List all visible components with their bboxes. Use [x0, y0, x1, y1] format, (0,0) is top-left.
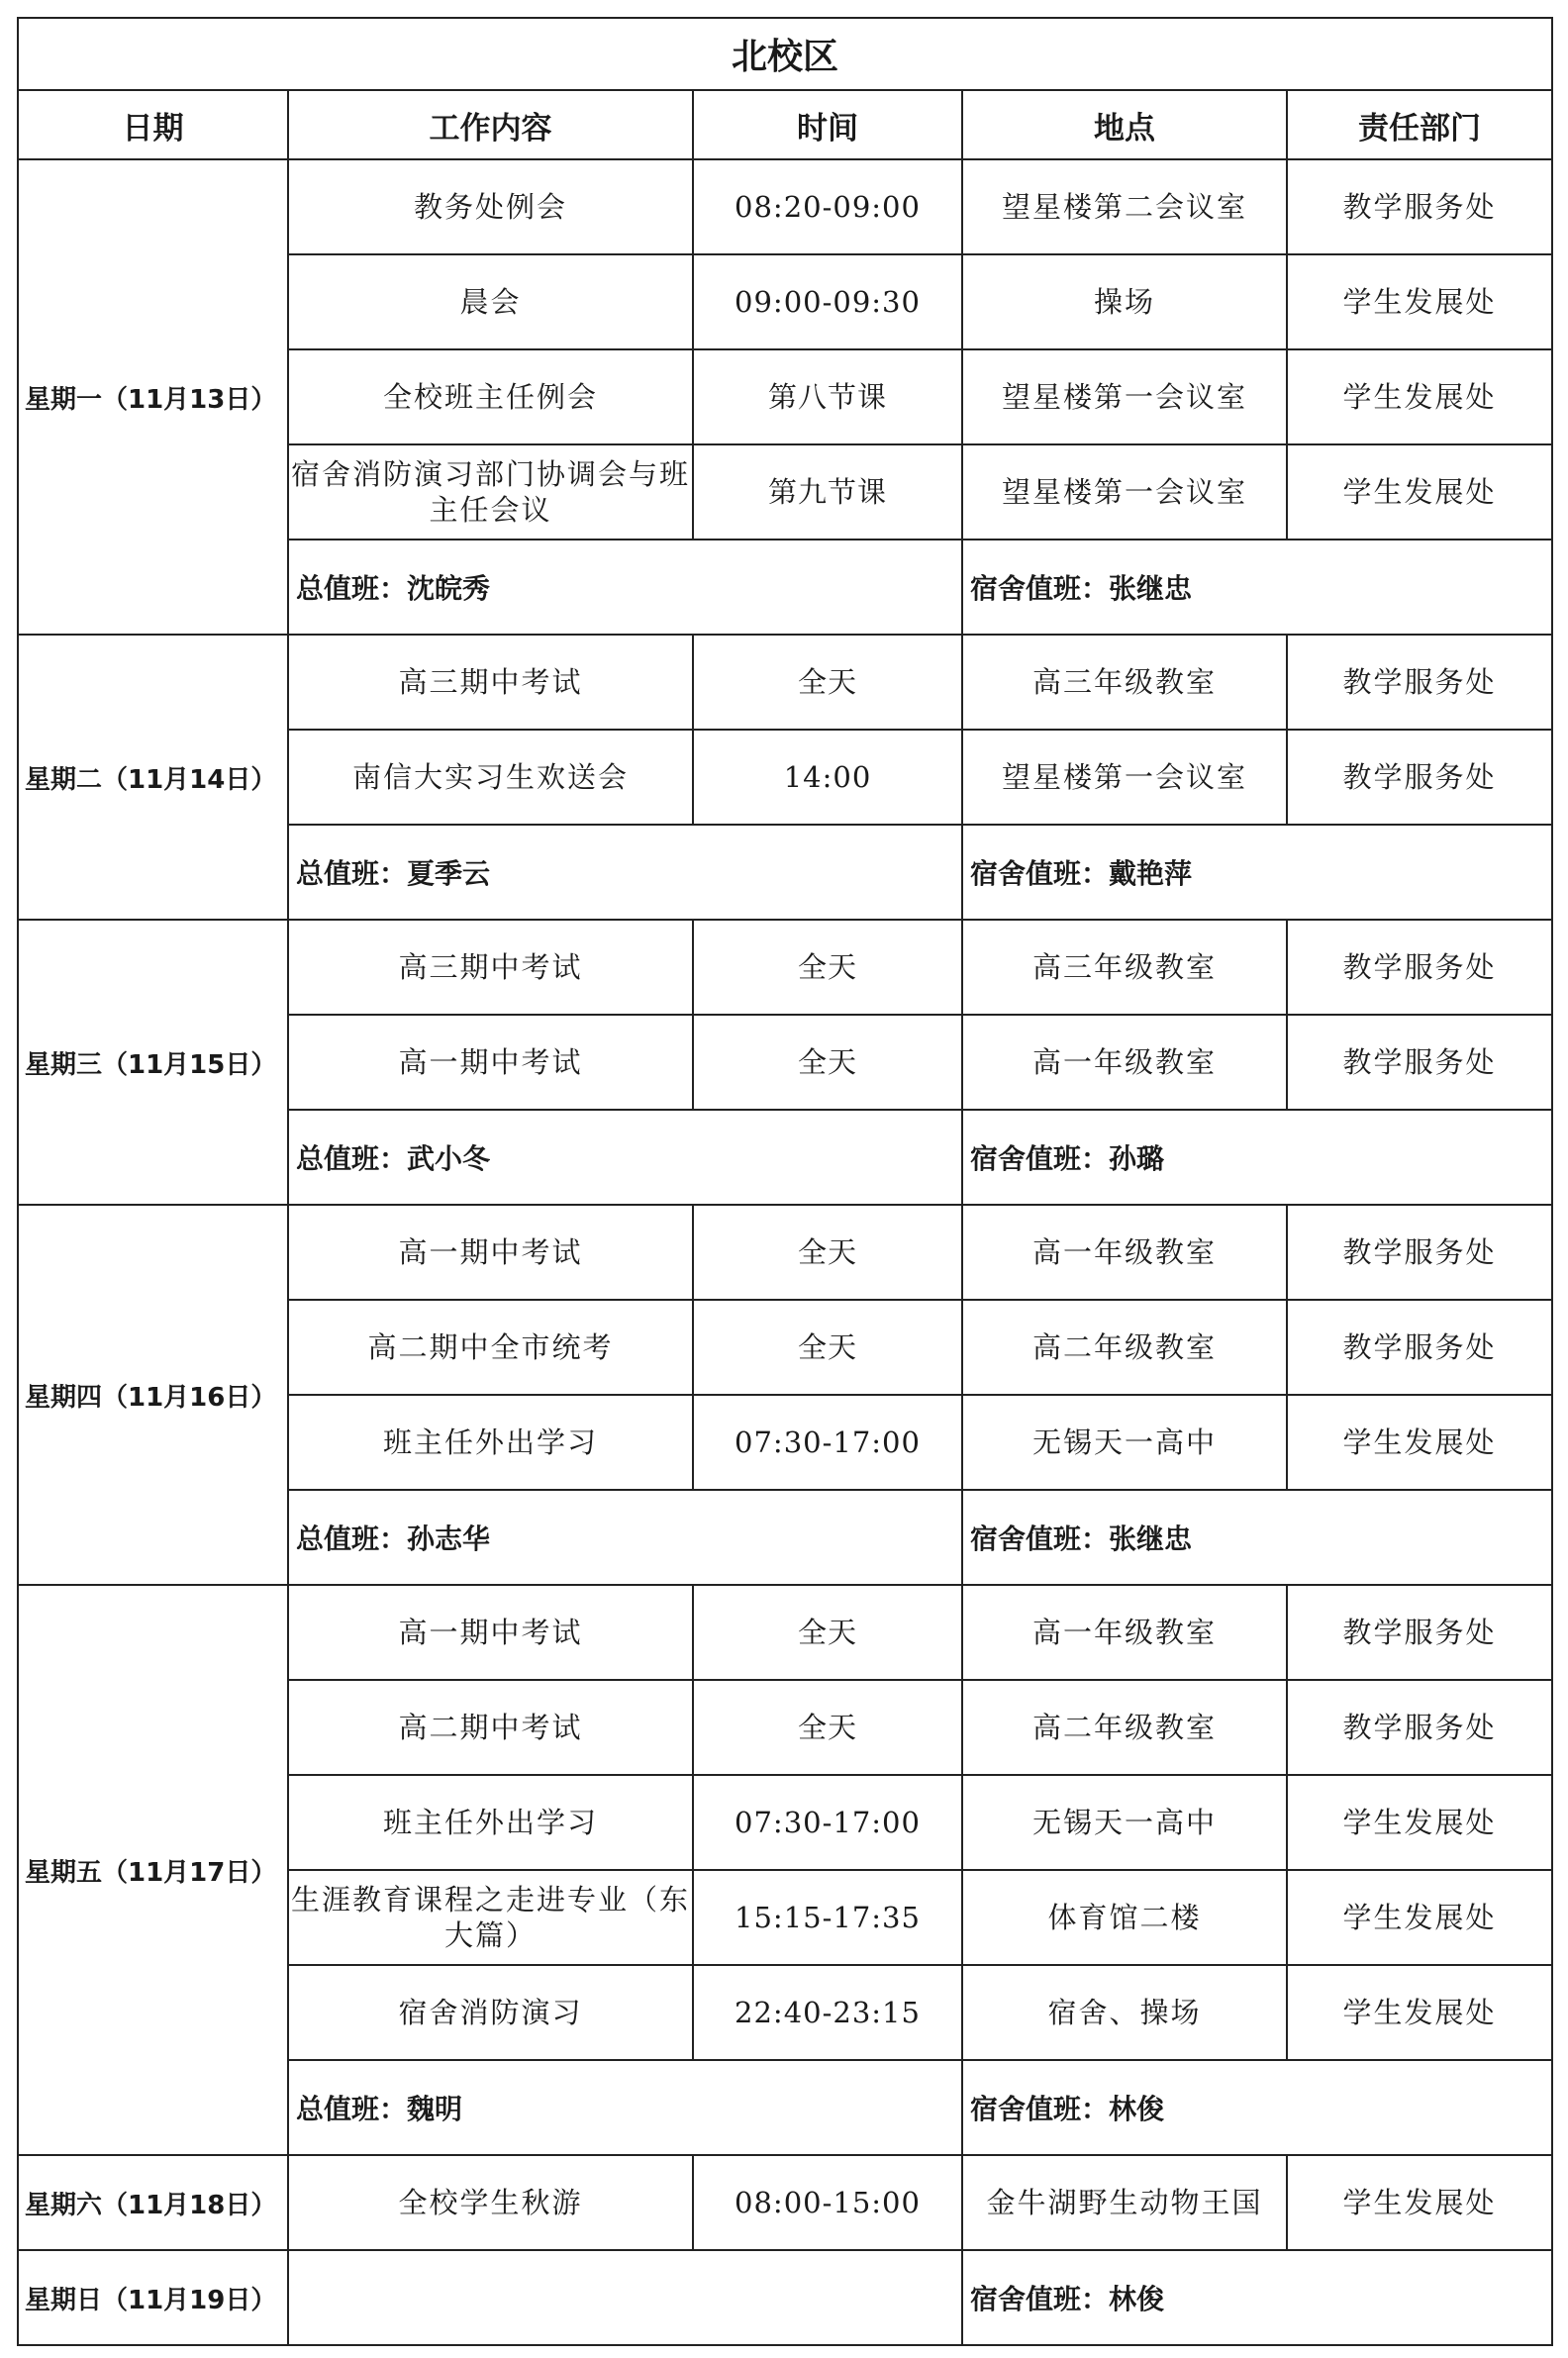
- table-title: 北校区: [18, 18, 1552, 90]
- event-content: 高二期中全市统考: [288, 1300, 693, 1395]
- header-dept: 责任部门: [1287, 90, 1552, 159]
- event-content: 班主任外出学习: [288, 1395, 693, 1490]
- event-content: 南信大实习生欢送会: [288, 730, 693, 825]
- event-time: 全天: [693, 920, 962, 1015]
- event-place: 无锡天一高中: [962, 1395, 1287, 1490]
- event-dept: 教学服务处: [1287, 1585, 1552, 1680]
- event-dept: 学生发展处: [1287, 2155, 1552, 2250]
- table-row: [18, 1205, 1552, 1300]
- dorm-duty: 宿舍值班：林俊: [962, 2060, 1552, 2155]
- event-content: 全校学生秋游: [288, 2155, 693, 2250]
- event-dept: 教学服务处: [1287, 1205, 1552, 1300]
- event-dept: 学生发展处: [1287, 1870, 1552, 1965]
- day-date: 星期五（11月17日）: [18, 1585, 288, 2155]
- general-duty: 总值班：魏明: [288, 2060, 962, 2155]
- event-time: 08:20-09:00: [693, 159, 962, 254]
- day-date: 星期日（11月19日）: [18, 2250, 288, 2345]
- general-duty: 总值班：夏季云: [288, 825, 962, 920]
- event-dept: 教学服务处: [1287, 920, 1552, 1015]
- event-dept: 学生发展处: [1287, 1395, 1552, 1490]
- event-dept: 学生发展处: [1287, 254, 1552, 349]
- event-content: 宿舍消防演习: [288, 1965, 693, 2060]
- dorm-duty: 宿舍值班：林俊: [962, 2250, 1552, 2345]
- event-content: 全校班主任例会: [288, 349, 693, 444]
- event-place: 高二年级教室: [962, 1680, 1287, 1775]
- event-place: 望星楼第二会议室: [962, 159, 1287, 254]
- event-time: 09:00-09:30: [693, 254, 962, 349]
- schedule-table: [17, 17, 1553, 2346]
- event-content: 高一期中考试: [288, 1585, 693, 1680]
- event-time: 第八节课: [693, 349, 962, 444]
- event-place: 高二年级教室: [962, 1300, 1287, 1395]
- event-content: 高二期中考试: [288, 1680, 693, 1775]
- duty-row: [18, 2250, 1552, 2345]
- event-place: 金牛湖野生动物王国: [962, 2155, 1287, 2250]
- header-row: [18, 90, 1552, 159]
- event-time: 全天: [693, 1300, 962, 1395]
- event-dept: 教学服务处: [1287, 1680, 1552, 1775]
- event-time: 15:15-17:35: [693, 1870, 962, 1965]
- event-content: 生涯教育课程之走进专业（东大篇）: [288, 1870, 693, 1965]
- event-time: 全天: [693, 1205, 962, 1300]
- header-date: 日期: [18, 90, 288, 159]
- day-date: 星期二（11月14日）: [18, 635, 288, 920]
- general-duty: 总值班：武小冬: [288, 1110, 962, 1205]
- dorm-duty: 宿舍值班：张继忠: [962, 1490, 1552, 1585]
- event-place: 宿舍、操场: [962, 1965, 1287, 2060]
- event-dept: 教学服务处: [1287, 635, 1552, 730]
- event-time: 全天: [693, 1680, 962, 1775]
- event-dept: 学生发展处: [1287, 1965, 1552, 2060]
- title-row: [18, 18, 1552, 90]
- event-content: 宿舍消防演习部门协调会与班主任会议: [288, 444, 693, 540]
- event-content: 高三期中考试: [288, 920, 693, 1015]
- event-time: 全天: [693, 1015, 962, 1110]
- event-time: 08:00-15:00: [693, 2155, 962, 2250]
- event-place: 体育馆二楼: [962, 1870, 1287, 1965]
- event-place: 高三年级教室: [962, 920, 1287, 1015]
- event-place: 高一年级教室: [962, 1585, 1287, 1680]
- header-content: 工作内容: [288, 90, 693, 159]
- event-time: 全天: [693, 1585, 962, 1680]
- header-time: 时间: [693, 90, 962, 159]
- general-duty: 总值班：孙志华: [288, 1490, 962, 1585]
- event-dept: 学生发展处: [1287, 444, 1552, 540]
- event-time: 第九节课: [693, 444, 962, 540]
- event-time: 07:30-17:00: [693, 1775, 962, 1870]
- event-dept: 教学服务处: [1287, 159, 1552, 254]
- event-place: 望星楼第一会议室: [962, 444, 1287, 540]
- event-place: 望星楼第一会议室: [962, 349, 1287, 444]
- event-place: 高三年级教室: [962, 635, 1287, 730]
- event-content: 晨会: [288, 254, 693, 349]
- general-duty: [288, 2250, 962, 2345]
- table-row: [18, 159, 1552, 254]
- day-date: 星期一（11月13日）: [18, 159, 288, 635]
- table-row: [18, 2155, 1552, 2250]
- header-place: 地点: [962, 90, 1287, 159]
- day-date: 星期四（11月16日）: [18, 1205, 288, 1585]
- table-row: [18, 920, 1552, 1015]
- event-time: 22:40-23:15: [693, 1965, 962, 2060]
- event-place: 无锡天一高中: [962, 1775, 1287, 1870]
- event-content: 高一期中考试: [288, 1015, 693, 1110]
- day-date: 星期三（11月15日）: [18, 920, 288, 1205]
- event-place: 高一年级教室: [962, 1015, 1287, 1110]
- event-content: 教务处例会: [288, 159, 693, 254]
- event-content: 班主任外出学习: [288, 1775, 693, 1870]
- event-place: 望星楼第一会议室: [962, 730, 1287, 825]
- event-dept: 学生发展处: [1287, 349, 1552, 444]
- event-content: 高一期中考试: [288, 1205, 693, 1300]
- event-dept: 学生发展处: [1287, 1775, 1552, 1870]
- dorm-duty: 宿舍值班：张继忠: [962, 540, 1552, 635]
- day-date: 星期六（11月18日）: [18, 2155, 288, 2250]
- event-time: 全天: [693, 635, 962, 730]
- event-place: 高一年级教室: [962, 1205, 1287, 1300]
- table-row: [18, 1585, 1552, 1680]
- general-duty: 总值班：沈皖秀: [288, 540, 962, 635]
- event-dept: 教学服务处: [1287, 1015, 1552, 1110]
- dorm-duty: 宿舍值班：戴艳萍: [962, 825, 1552, 920]
- event-content: 高三期中考试: [288, 635, 693, 730]
- table-row: [18, 635, 1552, 730]
- event-dept: 教学服务处: [1287, 730, 1552, 825]
- event-dept: 教学服务处: [1287, 1300, 1552, 1395]
- event-time: 14:00: [693, 730, 962, 825]
- event-place: 操场: [962, 254, 1287, 349]
- dorm-duty: 宿舍值班：孙璐: [962, 1110, 1552, 1205]
- event-time: 07:30-17:00: [693, 1395, 962, 1490]
